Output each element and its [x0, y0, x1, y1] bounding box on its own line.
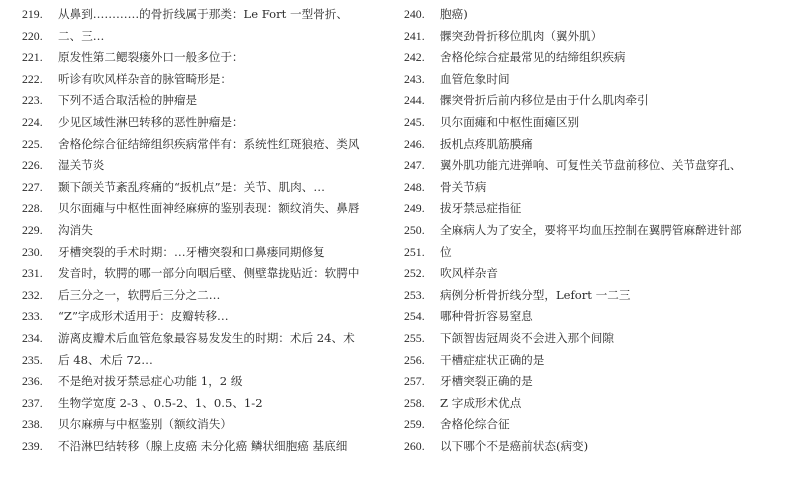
question-line — [22, 177, 392, 199]
question-number: 219. — [22, 7, 43, 21]
question-number: 236. — [22, 374, 43, 389]
question-line — [404, 263, 784, 285]
question-number: 257. — [404, 374, 425, 389]
question-number: 246. — [404, 136, 425, 151]
question-text: 牙槽突裂正确的是 — [440, 374, 533, 389]
question-number: 240. — [404, 7, 425, 21]
question-text: 舍格伦综合症最常见的结缔组织疾病 — [440, 50, 626, 65]
question-line — [404, 414, 784, 436]
question-text: 以下哪个不是癌前状态(病变) — [440, 438, 589, 453]
question-text: 颞下颌关节紊乱疼痛的“扳机点”是：关节、肌肉、… — [58, 179, 325, 194]
question-line — [404, 436, 784, 458]
question-text: 下列不适合取活检的肿瘤是 — [58, 93, 198, 108]
question-number: 226. — [22, 158, 43, 173]
question-number: 250. — [404, 222, 425, 237]
question-line — [404, 177, 784, 199]
question-line — [22, 112, 392, 134]
question-number: 238. — [22, 417, 43, 432]
question-line — [22, 220, 392, 242]
question-text: 不是绝对拔牙禁忌症心功能 1，2 级 — [58, 374, 243, 389]
question-line — [22, 263, 392, 285]
question-line — [404, 134, 784, 156]
question-line — [22, 371, 392, 393]
question-text: 生物学宽度 2-3 、0.5-2、1、0.5、1-2 — [58, 395, 263, 410]
question-line — [22, 134, 392, 156]
question-number: 241. — [404, 28, 425, 43]
question-number: 228. — [22, 201, 43, 216]
question-number: 258. — [404, 395, 425, 410]
question-line — [404, 393, 784, 415]
left-column — [22, 4, 392, 457]
question-text: 牙槽突裂的手术时期：…牙槽突裂和口鼻瘘同期修复 — [58, 244, 325, 259]
question-text: 全麻病人为了安全，要将平均血压控制在翼腭管麻醉进针部 — [440, 222, 742, 237]
question-line — [22, 198, 392, 220]
question-text: 骨关节病 — [440, 179, 487, 194]
question-number: 244. — [404, 93, 425, 108]
question-number: 254. — [404, 309, 425, 324]
question-line — [404, 155, 784, 177]
question-line — [22, 306, 392, 328]
question-text: 贝尔面瘫与中枢性面神经麻痹的鉴别表现：额纹消失、鼻唇 — [58, 201, 360, 216]
question-text: 沟消失 — [58, 222, 93, 237]
question-text: 游离皮瓣术后血管危象最容易发发生的时期：术后 24、术 — [58, 330, 355, 345]
question-number: 242. — [404, 50, 425, 65]
question-line — [404, 328, 784, 350]
question-line — [404, 285, 784, 307]
question-text: 髁突骨折后前内移位是由于什么肌肉牵引 — [440, 93, 649, 108]
question-line — [22, 436, 392, 458]
question-text: 少见区域性淋巴转移的恶性肿瘤是： — [58, 114, 244, 129]
question-text: 哪种骨折容易窒息 — [440, 309, 533, 324]
question-number: 255. — [404, 330, 425, 345]
question-line — [22, 285, 392, 307]
question-line — [404, 47, 784, 69]
question-text: 拔牙禁忌症指征 — [440, 201, 522, 216]
question-text: Z 字成形术优点 — [440, 395, 522, 410]
question-line — [22, 242, 392, 264]
question-number: 237. — [22, 395, 43, 410]
question-number: 233. — [22, 309, 43, 324]
question-number: 230. — [22, 244, 43, 259]
question-number: 243. — [404, 71, 425, 86]
question-number: 222. — [22, 71, 43, 86]
question-number: 251. — [404, 244, 425, 259]
question-number: 239. — [22, 438, 43, 453]
question-text: 二、三… — [58, 28, 105, 43]
question-line — [404, 242, 784, 264]
question-text: “Z”字成形术适用于：皮瓣转移… — [58, 309, 229, 324]
question-text: 位 — [440, 244, 452, 259]
question-number: 223. — [22, 93, 43, 108]
question-line — [404, 371, 784, 393]
question-number: 245. — [404, 114, 425, 129]
question-number: 227. — [22, 179, 43, 194]
question-line — [22, 393, 392, 415]
question-line — [404, 26, 784, 48]
question-line — [22, 350, 392, 372]
question-text: 病例分析骨折线分型，Lefort 一二三 — [440, 287, 631, 302]
question-text: 髁突劲骨折移位肌肉（翼外肌） — [440, 28, 603, 43]
question-number: 221. — [22, 50, 43, 65]
question-text: 吹风样杂音 — [440, 266, 498, 281]
question-line — [22, 155, 392, 177]
question-number: 248. — [404, 179, 425, 194]
question-text: 贝尔麻痹与中枢鉴别（额纹消失） — [58, 417, 232, 432]
question-line — [404, 220, 784, 242]
question-number: 231. — [22, 266, 43, 281]
question-text: 听诊有吹风样杂音的脉管畸形是： — [58, 71, 232, 86]
question-text: 干槽症症状正确的是 — [440, 352, 545, 367]
question-text: 舍格伦综合征结缔组织疾病常伴有：系统性红斑狼疮、类风 — [58, 136, 360, 151]
question-number: 224. — [22, 114, 43, 129]
question-number: 232. — [22, 287, 43, 302]
question-line — [22, 90, 392, 112]
question-number: 225. — [22, 136, 43, 151]
question-number: 260. — [404, 438, 425, 453]
question-number: 235. — [22, 352, 43, 367]
question-line — [404, 198, 784, 220]
question-line — [22, 4, 392, 26]
question-number: 249. — [404, 201, 425, 216]
question-line — [404, 69, 784, 91]
question-text: 不沿淋巴结转移（腺上皮癌 未分化癌 鳞状细胞癌 基底细 — [58, 438, 348, 453]
question-text: 原发性第二鳃裂瘘外口一般多位于： — [58, 50, 244, 65]
question-number: 229. — [22, 222, 43, 237]
question-line — [404, 306, 784, 328]
question-text: 扳机点疼肌筋膜痛 — [440, 136, 533, 151]
question-line — [22, 26, 392, 48]
question-text: 血管危象时间 — [440, 71, 510, 86]
question-number: 247. — [404, 158, 425, 173]
question-text: 舍格伦综合征 — [440, 417, 510, 432]
question-line — [404, 350, 784, 372]
question-text: 下颌智齿冠周炎不会进入那个间隙 — [440, 330, 614, 345]
question-line — [22, 414, 392, 436]
question-text: 发音时，软腭的哪一部分向咽后壁、侧壁靠拢贴近：软腭中 — [58, 266, 360, 281]
question-text: 后三分之一，软腭后三分之二… — [58, 287, 221, 302]
question-text: 从鼻到…………的骨折线属于那类：Le Fort 一型骨折、 — [58, 7, 348, 21]
question-line — [22, 69, 392, 91]
question-text: 胞癌) — [440, 7, 468, 21]
question-number: 220. — [22, 28, 43, 43]
question-text: 湿关节炎 — [58, 158, 105, 173]
question-number: 252. — [404, 266, 425, 281]
question-number: 253. — [404, 287, 425, 302]
question-line — [404, 90, 784, 112]
right-column — [404, 4, 784, 457]
question-number: 256. — [404, 352, 425, 367]
question-line — [22, 47, 392, 69]
question-text: 后 48、术后 72… — [58, 352, 153, 367]
question-line — [22, 328, 392, 350]
question-number: 259. — [404, 417, 425, 432]
question-line — [404, 112, 784, 134]
question-number: 234. — [22, 330, 43, 345]
question-text: 贝尔面瘫和中枢性面瘫区别 — [440, 114, 580, 129]
question-line — [404, 4, 784, 26]
question-text: 翼外肌功能亢进弹响、可复性关节盘前移位、关节盘穿孔、 — [440, 158, 742, 173]
